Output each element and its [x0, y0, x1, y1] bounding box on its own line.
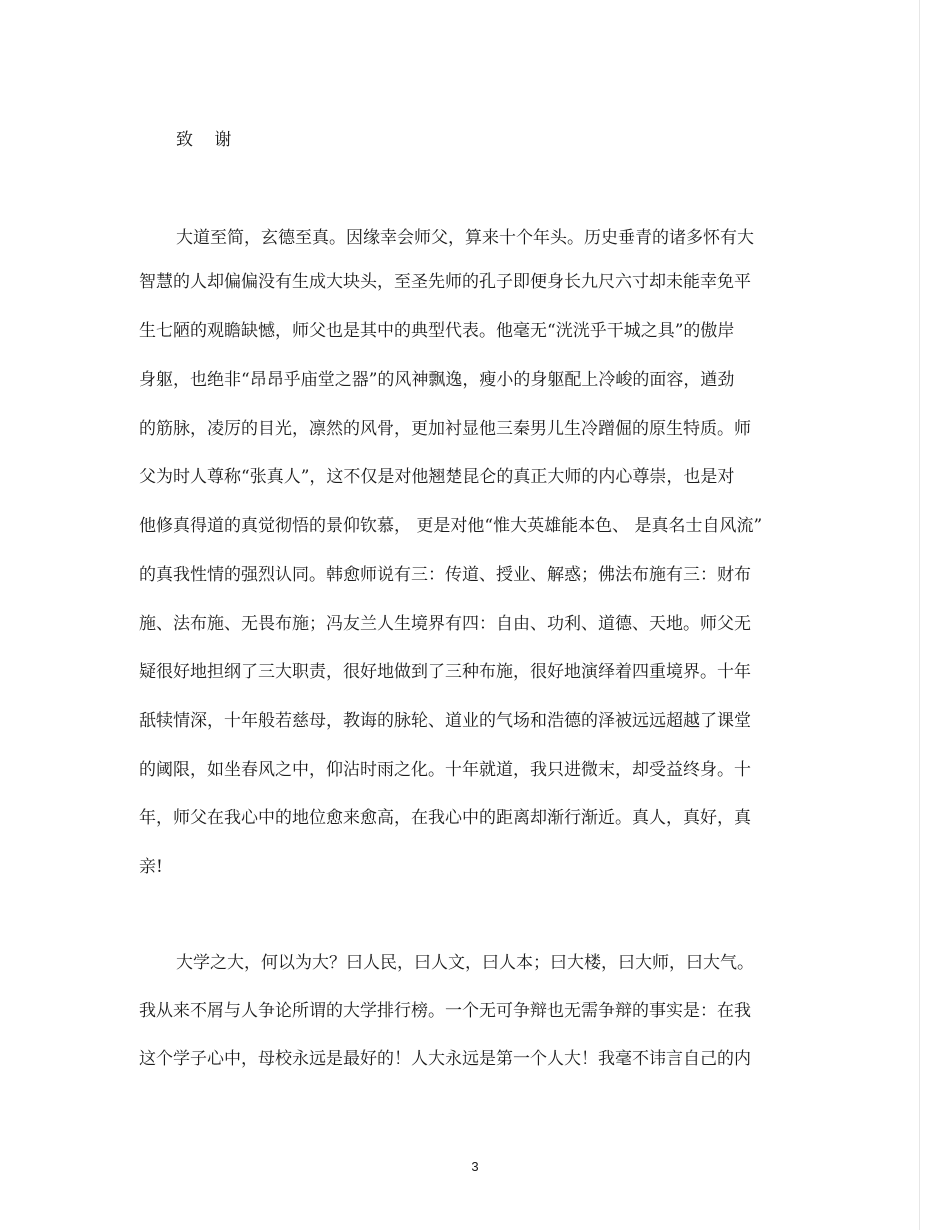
- page-number: 3: [471, 1159, 479, 1174]
- paragraph-1-line: 的阈限，如坐春风之中，仰沾时雨之化。十年就道，我只进微末，却受益终身。十: [139, 760, 751, 780]
- page-edge-divider: [919, 0, 920, 1230]
- paragraph-1-line: 智慧的人却偏偏没有生成大块头，至圣先师的孔子即便身长九尺六寸却未能幸免平: [139, 272, 751, 292]
- paragraph-2-line: 大学之大，何以为大？曰人民，曰人文，曰人本；曰大楼，曰大师，曰大气。: [176, 953, 754, 973]
- paragraph-1-line: 的筋脉，凌厉的目光，凛然的风骨，更加衬显他三秦男儿生冷蹭倔的原生特质。师: [139, 419, 751, 439]
- paragraph-2-line: 我从来不屑与人争论所谓的大学排行榜。一个无可争辩也无需争辩的事实是：在我: [139, 1001, 751, 1021]
- paragraph-1-line: 疑很好地担纲了三大职责，很好地做到了三种布施，很好地演绎着四重境界。十年: [139, 662, 751, 682]
- paragraph-1-line: 的真我性情的强烈认同。韩愈师说有三：传道、授业、解惑；佛法布施有三：财布: [139, 565, 751, 585]
- paragraph-1-line: 舐犊情深，十年般若慈母，教诲的脉轮、道业的气场和浩德的泽被远远超越了课堂: [139, 711, 751, 731]
- paragraph-1-line: 他修真得道的真觉彻悟的景仰钦慕， 更是对他“惟大英雄能本色、 是真名士自风流”: [139, 516, 763, 536]
- paragraph-1-line: 父为时人尊称“张真人”，这不仅是对他翘楚昆仑的真正大师的内心尊崇，也是对: [139, 467, 735, 487]
- paragraph-2-line: 这个学子心中，母校永远是最好的！人大永远是第一个人大！我毫不讳言自己的内: [139, 1049, 751, 1069]
- paragraph-1-line: 身躯，也绝非“昂昂乎庙堂之器”的风神飘逸，瘦小的身躯配上冷峻的面容，遒劲: [139, 370, 735, 390]
- page-title: 致 谢: [176, 130, 240, 150]
- paragraph-1-line: 生七陋的观瞻缺憾，师父也是其中的典型代表。他毫无“洸洸乎干城之具”的傲岸: [139, 321, 735, 341]
- paragraph-1-line: 年，师父在我心中的地位愈来愈高，在我心中的距离却渐行渐近。真人，真好，真: [139, 808, 751, 828]
- paragraph-1-line: 亲!: [139, 857, 163, 877]
- paragraph-1-line: 施、法布施、无畏布施；冯友兰人生境界有四：自由、功利、道德、天地。师父无: [139, 614, 751, 634]
- paragraph-1-line: 大道至简，玄德至真。因缘幸会师父，算来十个年头。历史垂青的诸多怀有大: [176, 228, 754, 248]
